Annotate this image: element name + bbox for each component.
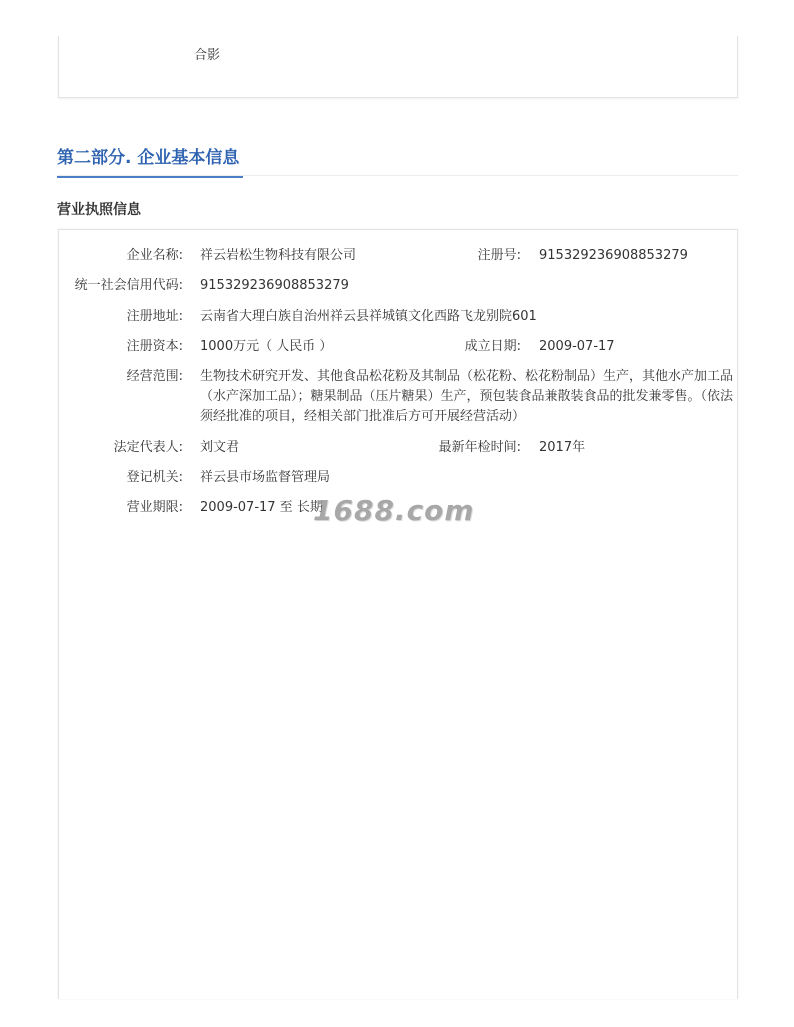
- authority-value: 祥云县市场监督管理局: [200, 470, 331, 485]
- photo-caption: 合影: [194, 48, 221, 63]
- capital-value: 1000万元（ 人民币 ）: [200, 339, 333, 354]
- reg-no-label: 注册号:: [477, 248, 521, 263]
- credit-code-label: 统一社会信用代码:: [74, 278, 183, 293]
- row-address: [0, 307, 794, 327]
- term-label: 营业期限:: [126, 500, 183, 515]
- legal-rep-label: 法定代表人:: [113, 440, 183, 455]
- row-business-scope: [0, 367, 794, 429]
- legal-rep-value: 刘文君: [200, 440, 240, 455]
- row-credit-code: [0, 276, 794, 296]
- credit-code-value: 915329236908853279: [200, 278, 349, 293]
- company-name-label: 企业名称:: [126, 248, 183, 263]
- row-authority: [0, 468, 794, 488]
- watermark: 1688.com: [313, 494, 475, 527]
- annual-check-value: 2017年: [539, 440, 586, 455]
- scope-label: 经营范围:: [126, 369, 183, 384]
- row-company-name: [0, 246, 794, 266]
- company-name-value: 祥云岩松生物科技有限公司: [200, 248, 357, 263]
- founded-label: 成立日期:: [464, 339, 521, 354]
- scope-value: 生物技术研究开发、其他食品松花粉及其制品（松花粉、松花粉制品）生产，其他水产加工品（水产深加工品）；糖果制品（压片糖果）生产，预包装食品兼散装食品的批发兼零售。（依法须经批准的项目，经相关部门批准后方可开展经营活动）: [200, 369, 734, 424]
- license-info-title: 营业执照信息: [57, 202, 141, 218]
- address-value: 云南省大理白族自治州祥云县祥城镇文化西路飞龙别院601: [200, 309, 537, 324]
- row-legal-rep: [0, 438, 794, 458]
- photo-section-box: [58, 36, 738, 98]
- authority-label: 登记机关:: [126, 470, 183, 485]
- section-divider: [57, 175, 738, 176]
- address-label: 注册地址:: [126, 309, 183, 324]
- term-value: 2009-07-17 至 长期: [200, 500, 323, 515]
- reg-no-value: 915329236908853279: [539, 248, 688, 263]
- annual-check-label: 最新年检时间:: [438, 440, 521, 455]
- founded-value: 2009-07-17: [539, 339, 615, 354]
- section-title: 第二部分. 企业基本信息: [57, 143, 243, 178]
- capital-label: 注册资本:: [126, 339, 183, 354]
- row-capital: [0, 337, 794, 357]
